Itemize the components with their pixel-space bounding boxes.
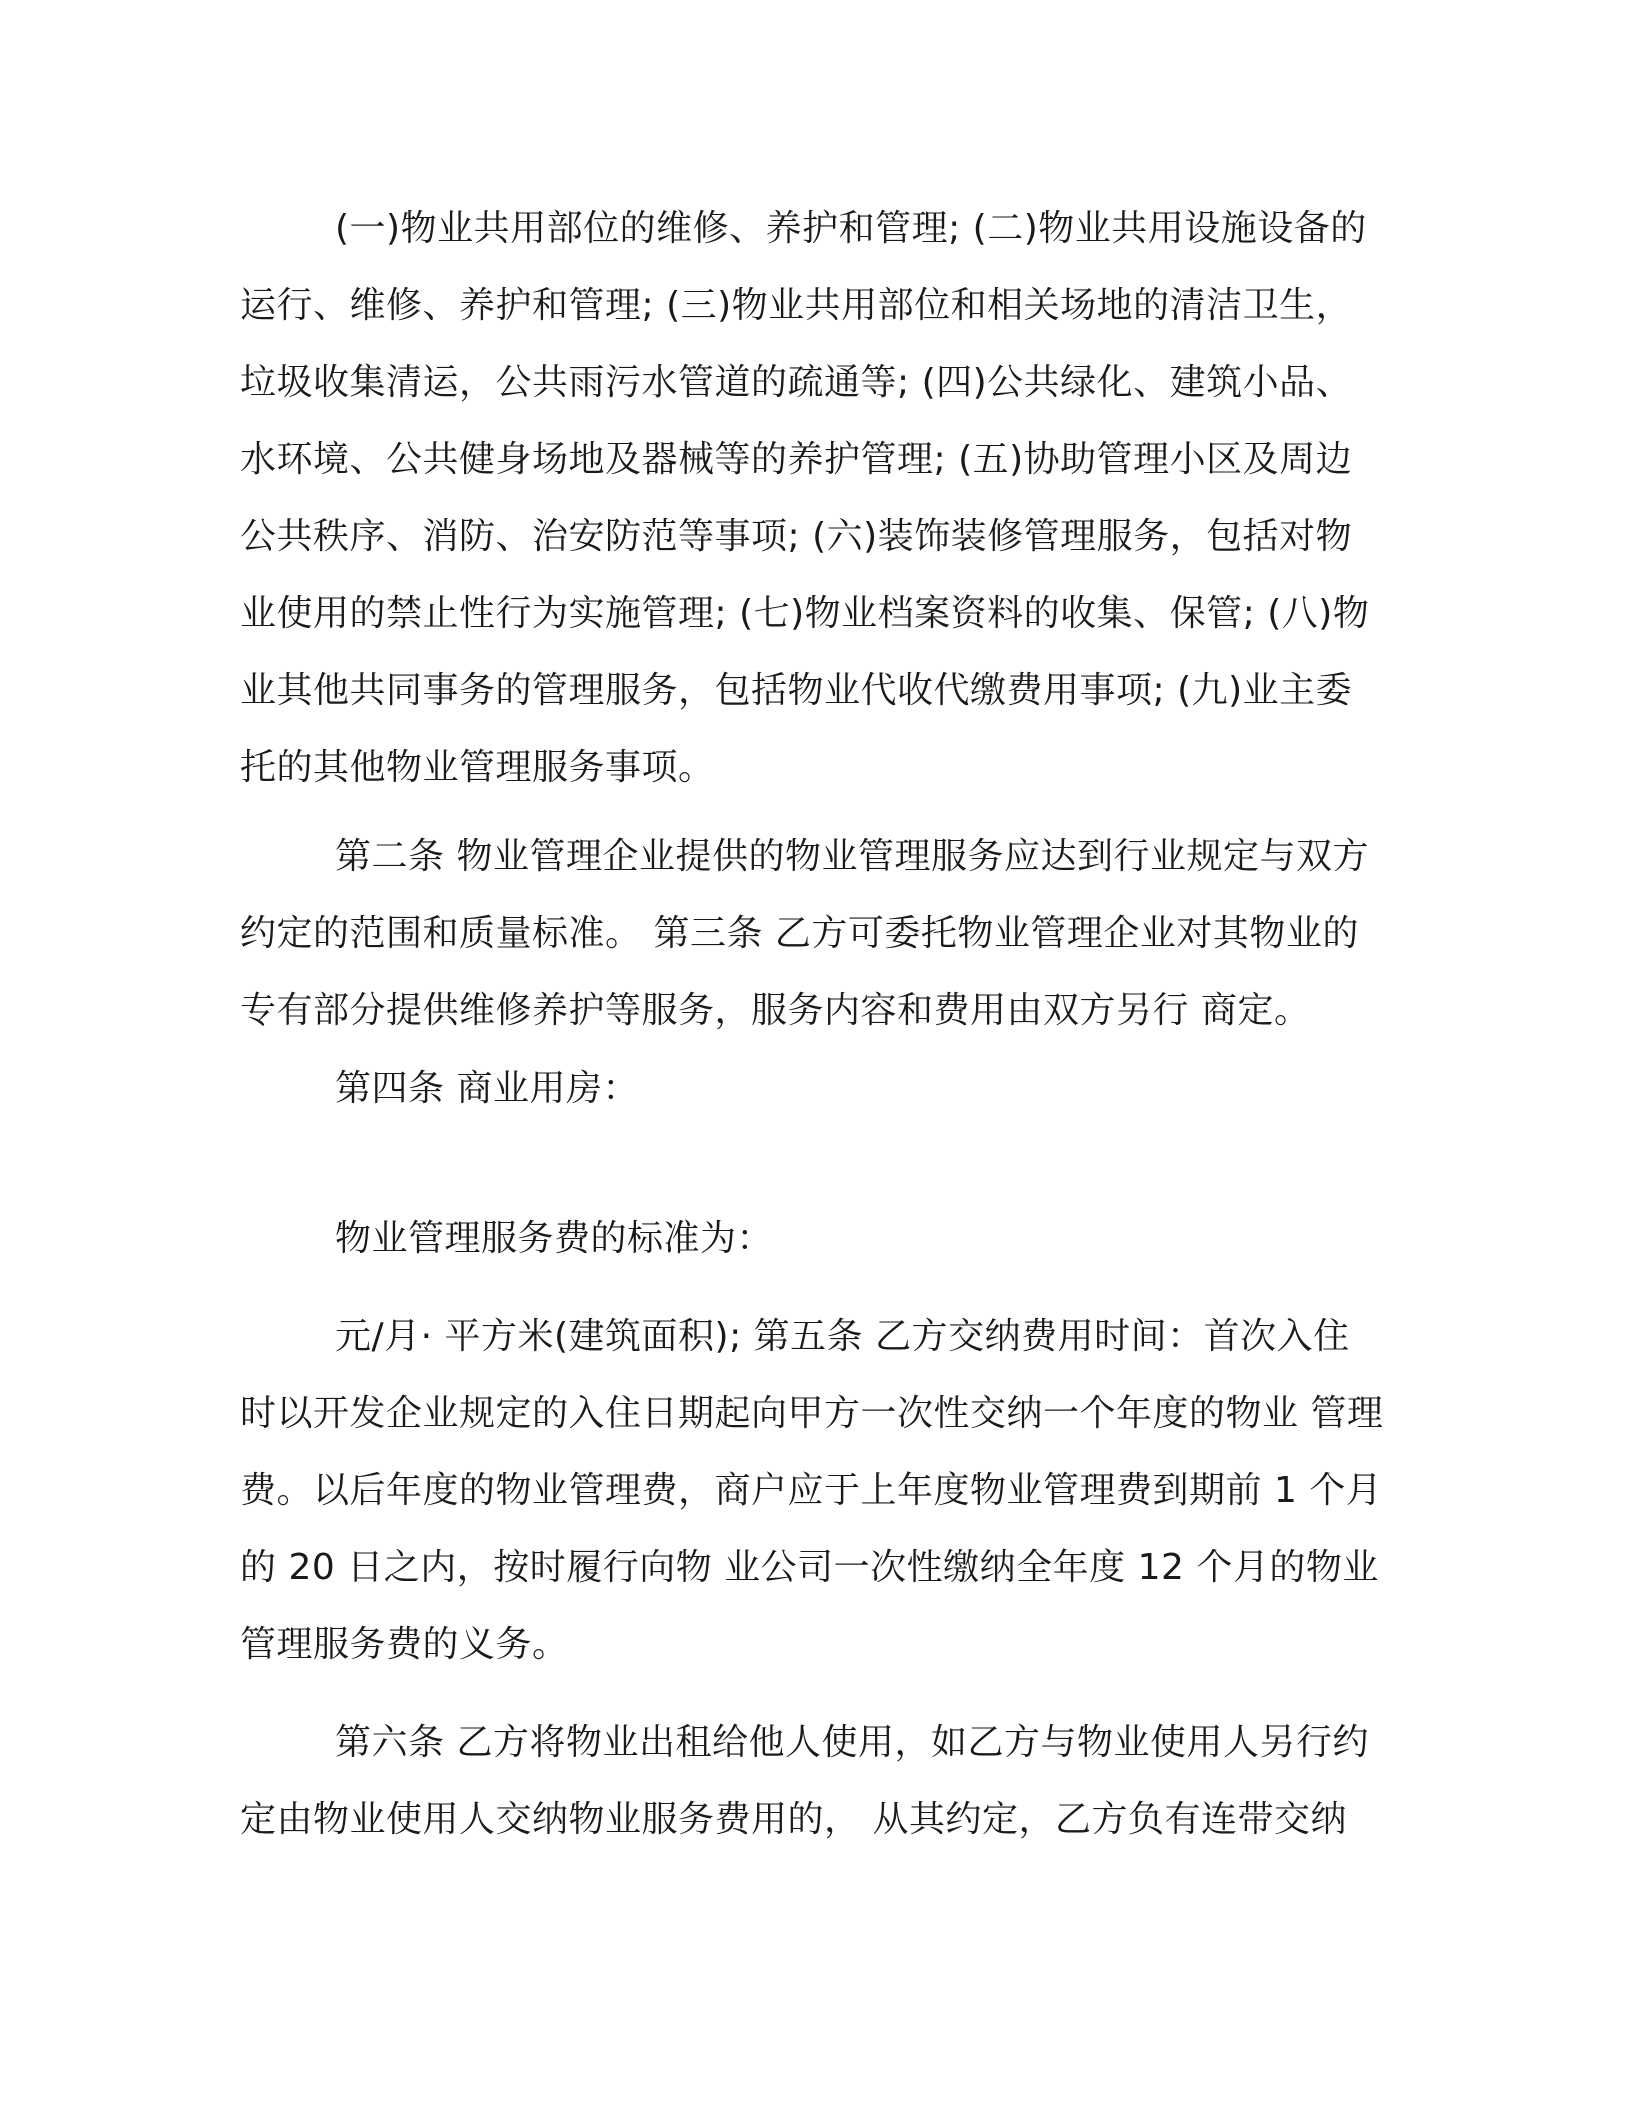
paragraph-article-6 bbox=[240, 1704, 1385, 1858]
paragraph-article-5 bbox=[240, 1298, 1385, 1683]
paragraph-text: (一)物业共用部位的维修、养护和管理; (二)物业共用设施设备的运行、维修、养护和管理; (三)物业共用部位和相关场地的清洁卫生，垃圾收集清运，公共雨污水管道的疏通等; (四)公共绿化、建筑小品、水环境、公共健身场地及器械等的养护管理; (五)协助管理小区及周边公共秩序、消防、治安防范等事项; (六)装饰装修管理服务，包括对物业使用的禁止性行为实施管理; (七)物业档案资料的收集、保管; (八)物业其他共同事务的管理服务，包括物业代收代缴费用事项; (九)业主委托的其他物业管理服务事项。 bbox=[240, 208, 1370, 788]
paragraph-fee-standard bbox=[240, 1200, 1385, 1277]
paragraph-text: 第六条 乙方将物业出租给他人使用，如乙方与物业使用人另行约定由物业使用人交纳物业服务费用的， 从其约定，乙方负有连带交纳 bbox=[240, 1722, 1369, 1840]
paragraph-text: 第四条 商业用房： bbox=[335, 1068, 639, 1109]
paragraph-text: 物业管理服务费的标准为： bbox=[335, 1218, 774, 1259]
paragraph-text: 第二条 物业管理企业提供的物业管理服务应达到行业规定与双方约定的范围和质量标准。 第三条 乙方可委托物业管理企业对其物业的专有部分提供维修养护等服务，服务内容和费用由双方另行 商定。 bbox=[240, 836, 1369, 1031]
paragraph-article-4 bbox=[240, 1050, 1385, 1127]
paragraph-service-scope bbox=[240, 190, 1385, 806]
paragraph-text: 元/月· 平方米(建筑面积); 第五条 乙方交纳费用时间：首次入住时以开发企业规定的入住日期起向甲方一次性交纳一个年度的物业 管理费。以后年度的物业管理费，商户应于上年度物业管理费到期前 1 个月的 20 日之内，按时履行向物 业公司一次性缴纳全年度 12 个月的物业管理服务费的义务。 bbox=[240, 1316, 1384, 1665]
paragraph-article-2-3 bbox=[240, 818, 1385, 1049]
